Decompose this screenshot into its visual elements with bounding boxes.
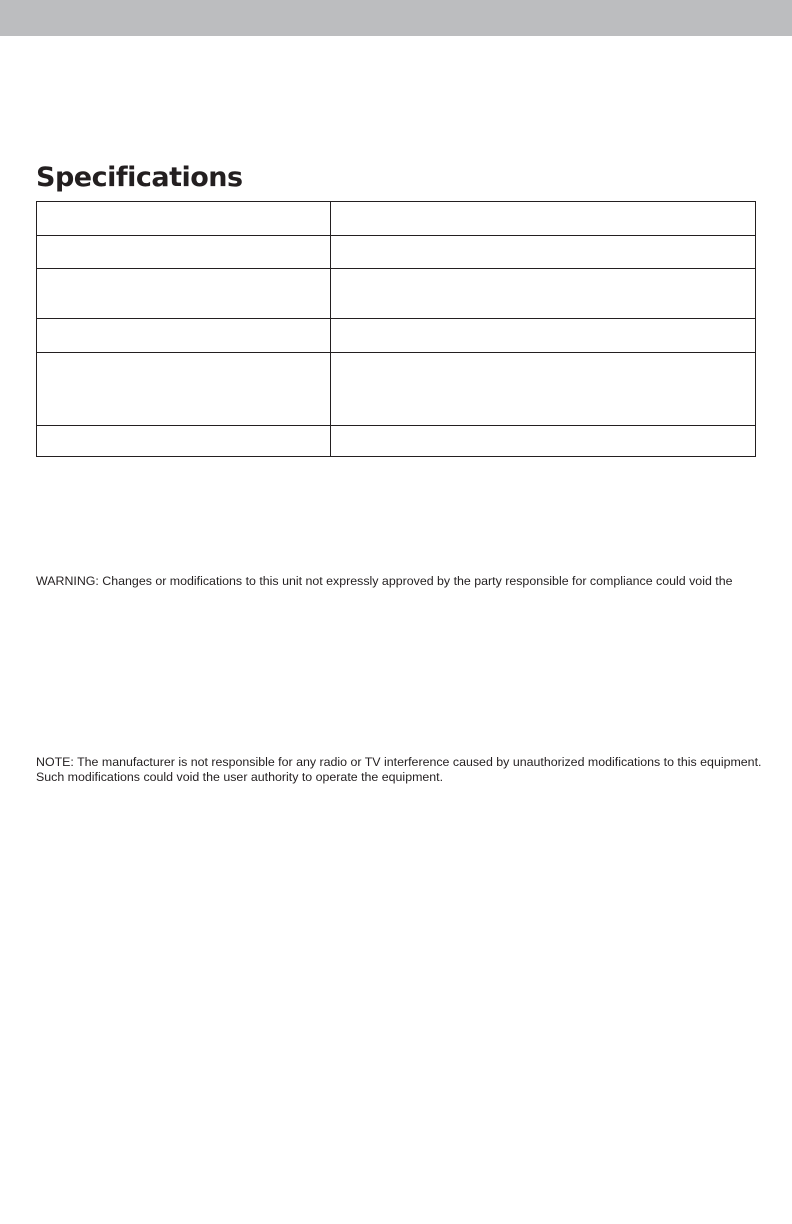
spec-label bbox=[37, 269, 331, 319]
table-row bbox=[37, 319, 756, 353]
spec-label bbox=[37, 319, 331, 353]
table-row bbox=[37, 202, 756, 236]
table-row bbox=[37, 269, 756, 319]
table-row bbox=[37, 426, 756, 457]
spec-value bbox=[331, 202, 756, 236]
spec-label bbox=[37, 353, 331, 426]
spec-label bbox=[37, 202, 331, 236]
table-row bbox=[37, 353, 756, 426]
header-bar bbox=[0, 0, 792, 36]
warning-notice: WARNING: Changes or modifications to this unit not expressly approved by the party responsible for compliance could void the bbox=[36, 574, 733, 588]
spec-value bbox=[331, 236, 756, 269]
spec-value bbox=[331, 426, 756, 457]
spec-label bbox=[37, 426, 331, 457]
table-row bbox=[37, 236, 756, 269]
spec-label bbox=[37, 236, 331, 269]
note-line: NOTE: The manufacturer is not responsible for any radio or TV interference caused by unauthorized modifications to this equipment. bbox=[36, 755, 762, 769]
note-notice bbox=[36, 755, 760, 785]
page-title: Specifications bbox=[36, 162, 243, 193]
specifications-table bbox=[36, 201, 756, 457]
spec-value bbox=[331, 269, 756, 319]
spec-value bbox=[331, 353, 756, 426]
note-line: Such modifications could void the user authority to operate the equipment. bbox=[36, 770, 444, 784]
spec-value bbox=[331, 319, 756, 353]
